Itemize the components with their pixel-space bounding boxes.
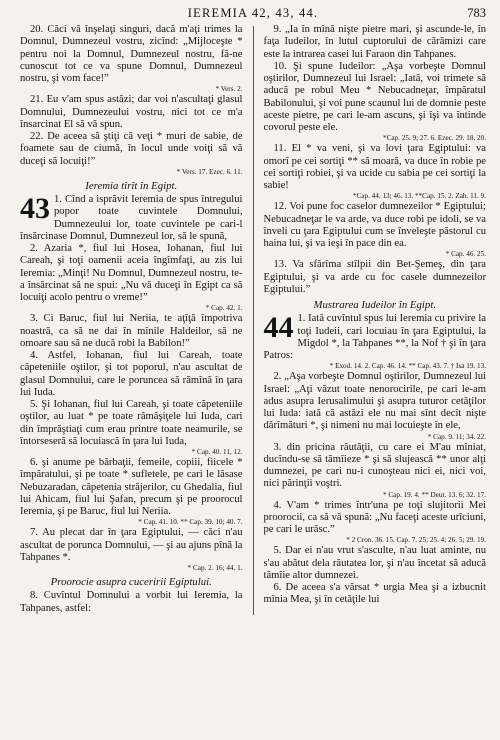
verse bbox=[20, 399, 243, 457]
verse-text: 3. Ci Baruc, fiul lui Neriia, te aţîţă împotriva noastră, ca să ne dai în mînile Haldeilor, să ne omoare sau să ne ducă robi la Babilon!” bbox=[20, 313, 243, 349]
verse bbox=[264, 201, 487, 259]
verse bbox=[20, 313, 243, 350]
verse bbox=[264, 313, 487, 371]
verse bbox=[20, 131, 243, 177]
cross-reference: *Cap. 25. 9; 27. 6. Ezec. 29. 18, 20. bbox=[382, 134, 486, 143]
cross-reference: * Vers. 17. Ezec. 6. 11. bbox=[176, 167, 243, 176]
verse bbox=[264, 582, 487, 607]
columns bbox=[20, 24, 486, 615]
verse bbox=[20, 590, 243, 615]
chapter-number: 44 bbox=[263, 311, 294, 345]
right-column bbox=[264, 24, 487, 615]
chapter-43 bbox=[20, 194, 243, 573]
verse-text: 20. Căci vă înşelaţi singuri, dacă m'aţi trimes la Domnul, Dumnezeul vostru, zicînd: „Mijloceşte * pentru noi la Domnul, Dumnezeul nostru, fă-ne cunoscut tot ce va spune Domnul, Dumnezeul nostru, şi vom face!” bbox=[20, 24, 243, 84]
verse bbox=[20, 24, 243, 94]
verse bbox=[20, 457, 243, 527]
verse bbox=[264, 24, 487, 61]
verse bbox=[264, 442, 487, 500]
verse-text: 6. De aceea s'a vărsat * urgia Mea şi a izbucnit mînia Mea, şi în cetăţile lui bbox=[263, 582, 486, 606]
verse bbox=[20, 350, 243, 399]
left-column bbox=[20, 24, 243, 615]
section-heading: Ieremia tîrît în Egipt. bbox=[85, 179, 178, 192]
verse-text: 12. Voi pune foc caselor dumnezeilor * Egiptului; Nebucadneţar le va arde, va duce robi pe idoli, se va înveli cu ţara Egiptului cum se înveleşte păstorul cu haina lui, şi va ieşi în pace din ea. bbox=[263, 201, 486, 249]
verse bbox=[264, 545, 487, 582]
verse-text: 21. Eu v'am spus astăzi; dar voi n'ascultaţi glasul Domnului, Dumnezeului vostru, nici tot ce m'a însarcinat El să vă spun. bbox=[20, 94, 243, 130]
verse bbox=[264, 259, 487, 296]
page-number: 783 bbox=[467, 6, 486, 20]
verse-text: 11. El * va veni, şi va lovi ţara Egiptului: va omorî pe cei sortiţi ** să moară, va duce în robie pe cei sortiţi robiei, şi va ucide cu sabia pe cei sortiţi la sabie! bbox=[263, 143, 486, 191]
verse-text: 5. Şi Iohanan, fiul lui Careah, şi toate căpeteniile oştilor, au luat * pe toate rămăşiţele lui Iuda, cari din împrăştiaţi cum erau printre toate neamurile, se întorseseră să locuiască în ţara lui Iuda, bbox=[20, 399, 243, 447]
verse bbox=[20, 243, 243, 313]
verse bbox=[20, 527, 243, 573]
section-heading: Proorocie asupra cuceririi Egiptului. bbox=[50, 576, 212, 588]
running-title: IEREMIA 42, 43, 44. bbox=[187, 6, 319, 20]
verse bbox=[20, 94, 243, 131]
cross-reference: * Cap. 19. 4. ** Deut. 13. 6; 32. 17. bbox=[382, 490, 486, 499]
verse bbox=[264, 371, 487, 441]
verse-text: 4. V'am * trimes într'una pe toţi slujitorii Mei proorocii, ca să vă spună: „Nu faceţi aceste urîciuni, pe cari le urăsc.” bbox=[263, 499, 486, 535]
verse-text: 5. Dar ei n'au vrut s'asculte, n'au luat aminte, nu s'au abătut dela răutatea lor, şi n'au încetat să aducă tămîie altor dumnezei. bbox=[263, 545, 486, 581]
verse-text: 10. Şi spune Iudeilor: „Aşa vorbeşte Domnul oştirilor, Dumnezeul lui Israel: „Iată, voi trimete să aducă pe robul Meu * Nebucadneţar, împăratul Babilonului, şi voi pune scaunul lui de domnie peste aceste pietre, pe cari le-am ascuns, şi îşi va întinde covorul peste ele. bbox=[263, 60, 486, 133]
verse-text: 9. „Ia în mînă nişte pietre mari, şi ascunde-le, în faţa Iudeilor, în lutul cuptorului de cărămizi care este la intrarea casei lui Faraon din Tahpanes. bbox=[263, 24, 486, 60]
cross-reference: * Cap. 40. 11, 12. bbox=[191, 448, 243, 456]
right-top-verses bbox=[264, 24, 487, 296]
cross-reference: * 2 Cron. 36. 15. Cap. 7. 25; 25. 4; 26. 5; 29. 19. bbox=[346, 536, 486, 545]
column-divider bbox=[253, 26, 254, 615]
cross-reference: * Exod. 14. 2. Cap. 46. 14. ** Cap. 43. 7. † Isa 19. 13. bbox=[329, 362, 486, 371]
chapter-44 bbox=[264, 313, 487, 606]
cross-reference: *Cap. 44. 13; 46. 13. **Cap. 15. 2. Zah. 11. 9. bbox=[352, 192, 486, 201]
cross-reference: * Cap. 9. 11; 34. 22. bbox=[427, 432, 486, 441]
cross-reference: * Vers. 2. bbox=[215, 85, 243, 94]
verse-text: 22. De aceea să ştiţi că veţi * muri de sabie, de foamete sau de ciumă, în locul unde voiţi să vă duceţi să locuiţi!” bbox=[20, 131, 243, 167]
page-header bbox=[20, 4, 486, 24]
verse bbox=[264, 500, 487, 546]
verse-text: 1. Cînd a isprăvit Ieremia de spus întregului popor toate cuvintele Domnului, Dumnezeului lor, toate cuvintele pe cari-l însărcinase Domnul, Dumnezeul lor, să le spună, bbox=[20, 194, 243, 242]
cross-reference: * Cap. 2. 16; 44. 1. bbox=[187, 564, 243, 572]
cross-reference: * Cap. 41. 10. ** Cap. 39. 10; 40. 7. bbox=[138, 518, 243, 527]
chapter-number: 43 bbox=[20, 192, 50, 225]
cross-reference: * Cap. 42. 1. bbox=[205, 304, 243, 313]
verse-text: 13. Va sfărîma stîlpii din Bet-Şemeş, din ţara Egiptului, şi va arde cu foc casele dumnezeilor Egiptului.” bbox=[263, 259, 486, 295]
verse-text: 2. Azaria *, fiul lui Hosea, Iohanan, fiul lui Careah, şi toţi oamenii aceia îngîmfaţi, au zis lui Ieremia: „Minţi! Nu Domnul, Dumnezeul nostru, te-a însărcinat să ne spui: „Nu vă duceţi în Egipt ca să locuiţi acolo pentru o vreme!” bbox=[20, 243, 243, 303]
left-top-verses bbox=[20, 24, 243, 177]
verse-text: 6. şi anume pe bărbaţii, femeile, copiii, fiicele * împăratului, şi pe toate * sufletele, pe cari le lăsase Nebuzaradan, căpetenia străjerilor, cu Ghedalia, fiul lui Ahicam, fiul lui Şafan, precum şi pe proorocul Ieremia, şi pe Baruc, fiul lui Neriia. bbox=[20, 457, 243, 517]
verse-text: 2. „Aşa vorbeşte Domnul oştirilor, Dumnezeul lui Israel: „Aţi văzut toate nenorocirile, pe cari le-am adus asupra Ierusalimului şi asupra tuturor cetăţilor lui Iuda: iată că astăzi ele nu mai sînt decît nişte dărîmături *, şi nimeni nu mai locuieşte în ele, bbox=[263, 371, 486, 432]
verse-text: 4. Astfel, Iohanan, fiul lui Careah, toate căpeteniile oştilor, şi tot poporul, n'au ascultat de glasul Domnului, care le poruncea să rămînă în ţara lui Iuda. bbox=[20, 350, 243, 398]
verse-text: 8. Cuvîntul Domnului a vorbit lui Ieremia, la Tahpanes, astfel: bbox=[20, 590, 243, 614]
verse bbox=[264, 61, 487, 144]
verse bbox=[20, 194, 243, 243]
section-heading: Mustrarea Iudeilor în Egipt. bbox=[313, 299, 437, 311]
verse-text: 3. din pricina răutăţii, cu care ei M'au mîniat, ducîndu-se să tămîieze * şi să slujească ** unor alţi dumnezei, pe cari nu-i cunoşteau nici ei, nici voi, nici părinţii voştri. bbox=[263, 441, 486, 490]
verse bbox=[264, 143, 487, 201]
verse-text: 1. Iată cuvîntul spus lui Ieremia cu privire la toţi Iudeii, cari locuiau în ţara Egiptului, la Migdol *, la Tahpanes **, la Nof † şi în ţara Patros: bbox=[263, 313, 486, 361]
cross-reference: * Cap. 46. 25. bbox=[445, 250, 486, 259]
verse-text: 7. Au plecat dar în ţara Egiptului, — căci n'au ascultat de porunca Domnului, — şi au ajuns pînă la Tahpanes *. bbox=[20, 527, 243, 563]
